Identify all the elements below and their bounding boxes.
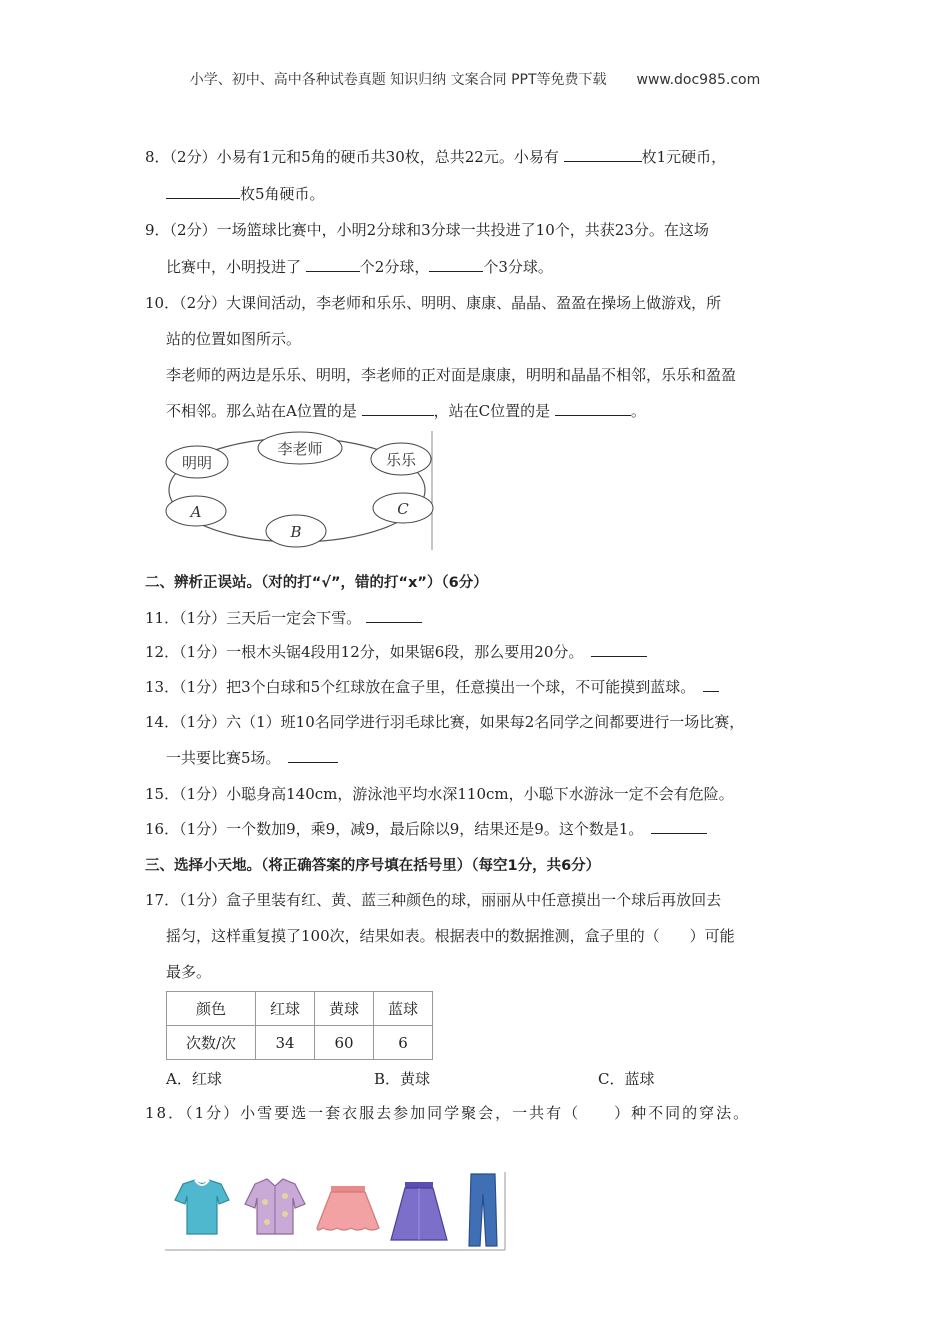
purple-skirt-icon — [391, 1182, 447, 1240]
q16-text: 16．（1分）一个数加9，乘9，减9，最后除以9，结果还是9。这个数是1。 — [145, 820, 636, 838]
shirt-icon — [245, 1179, 305, 1234]
q17-line1: 17．（1分）盒子里装有红、黄、蓝三种颜色的球，丽丽从中任意摸出一个球后再放回去 — [145, 891, 722, 909]
question-11 — [145, 608, 422, 628]
q12-text: 12．（1分）一根木头锯4段用12分，如果锯6段，那么要用20分。 — [145, 643, 576, 661]
q17-line2: 摇匀，这样重复摸了100次，结果如表。根据表中的数据推测，盒子里的（ ）可能 — [166, 927, 735, 945]
q10-pre: 不相邻。那么站在A位置的是 — [166, 402, 357, 420]
label-teacher: 李老师 — [277, 440, 323, 458]
label-b: B — [290, 523, 302, 541]
label-mingming: 明明 — [181, 454, 213, 472]
option-a[interactable]: A．红球 — [166, 1070, 222, 1088]
table-header-cell: 黄球 — [315, 992, 374, 1026]
question-15 — [145, 784, 734, 804]
q10-blank-a[interactable] — [362, 401, 434, 416]
q9-end: 个3分球。 — [483, 258, 553, 276]
question-9 — [145, 220, 709, 240]
question-14-line2 — [166, 748, 338, 768]
q11-blank[interactable] — [366, 608, 422, 623]
header-text: 小学、初中、高中各种试卷真题 知识归纳 文案合同 PPT等免费下载 — [189, 72, 607, 88]
question-10 — [145, 293, 721, 313]
tshirt-icon — [175, 1180, 229, 1234]
q14-blank[interactable] — [288, 748, 338, 763]
q10-line1: 10．（2分）大课间活动，李老师和乐乐、明明、康康、晶晶、盈盈在操场上做游戏，所 — [145, 294, 722, 312]
question-17 — [145, 890, 721, 910]
q17-line3: 最多。 — [166, 963, 212, 981]
q10-mid: ，站在C位置的是 — [433, 402, 551, 420]
q12-blank[interactable] — [591, 642, 647, 657]
q9-mid: 个2分球， — [359, 258, 430, 276]
q11-text: 11．（1分）三天后一定会下雪。 — [145, 609, 362, 627]
table-cell: 6 — [374, 1026, 433, 1060]
clothing-image — [165, 1170, 507, 1252]
pink-skirt-icon — [317, 1186, 379, 1230]
question-10-line2 — [166, 329, 301, 349]
option-c[interactable]: C．蓝球 — [598, 1070, 655, 1088]
table-row — [167, 1026, 433, 1060]
question-14 — [145, 712, 744, 732]
q8-blank-2[interactable] — [166, 184, 240, 199]
question-13 — [145, 677, 719, 697]
question-18 — [145, 1103, 750, 1123]
q9-blank-1[interactable] — [306, 257, 360, 272]
q14-line2: 一共要比赛5场。 — [166, 749, 274, 767]
q8-text: 8．（2分）小易有1元和5角的硬币共30枚，总共22元。小易有 — [145, 148, 559, 166]
table-header-cell: 蓝球 — [374, 992, 433, 1026]
q13-text: 13．（1分）把3个白球和5个红球放在盒子里，任意摸出一个球，不可能摸到蓝球。 — [145, 678, 688, 696]
q10-blank-c[interactable] — [555, 401, 631, 416]
table-header-cell: 颜色 — [167, 992, 256, 1026]
question-10-line4 — [166, 401, 646, 421]
q9-text: 9．（2分）一场篮球比赛中，小明2分球和3分球一共投进了10个，共获23分。在这场 — [145, 221, 709, 239]
jeans-icon — [469, 1174, 497, 1246]
q8-end: 枚5角硬币。 — [240, 185, 325, 203]
q13-blank[interactable] — [703, 677, 719, 692]
q15-text: 15．（1分）小聪身高140cm，游泳池平均水深110cm，小聪下水游泳一定不会有危险。 — [145, 785, 734, 803]
table-header-cell: 红球 — [256, 992, 315, 1026]
question-8-line2 — [166, 184, 325, 204]
table-cell: 60 — [315, 1026, 374, 1060]
q10-end: 。 — [630, 402, 646, 420]
option-b[interactable]: B．黄球 — [374, 1070, 431, 1088]
question-12 — [145, 642, 647, 662]
q16-blank[interactable] — [651, 819, 707, 834]
section-3-title: 三、选择小天地。（将正确答案的序号填在括号里）（每空1分，共6分） — [145, 858, 601, 874]
position-diagram — [160, 428, 440, 553]
table-header-row — [167, 992, 433, 1026]
question-16 — [145, 819, 707, 839]
question-8 — [145, 147, 726, 167]
q8-mid: 枚1元硬币， — [641, 148, 727, 166]
results-table — [166, 991, 433, 1060]
question-17-line2 — [166, 926, 735, 946]
table-row-label: 次数/次 — [167, 1026, 256, 1060]
header-url[interactable]: www.doc985.com — [636, 72, 761, 88]
q10-line3: 李老师的两边是乐乐、明明，李老师的正对面是康康，明明和晶晶不相邻，乐乐和盈盈 — [166, 366, 737, 384]
q18-text: 18．（1分）小雪要选一套衣服去参加同学聚会，一共有（ ）种不同的穿法。 — [145, 1104, 751, 1122]
q9-pre: 比赛中，小明投进了 — [166, 258, 302, 276]
q8-blank-1[interactable] — [564, 147, 642, 162]
label-lele: 乐乐 — [385, 451, 417, 469]
table-cell: 34 — [256, 1026, 315, 1060]
question-9-line2 — [166, 257, 553, 277]
page-header — [0, 69, 950, 89]
question-10-line3 — [166, 365, 736, 385]
label-c: C — [397, 500, 409, 518]
section-2-title: 二、辨析正误站。（对的打“√”，错的打“x”）（6分） — [145, 575, 488, 591]
q14-line1: 14．（1分）六（1）班10名同学进行羽毛球比赛，如果每2名同学之间都要进行一场比赛， — [145, 713, 745, 731]
label-a: A — [190, 503, 202, 521]
q10-line2: 站的位置如图所示。 — [166, 330, 302, 348]
q9-blank-2[interactable] — [429, 257, 483, 272]
question-17-line3 — [166, 962, 211, 982]
